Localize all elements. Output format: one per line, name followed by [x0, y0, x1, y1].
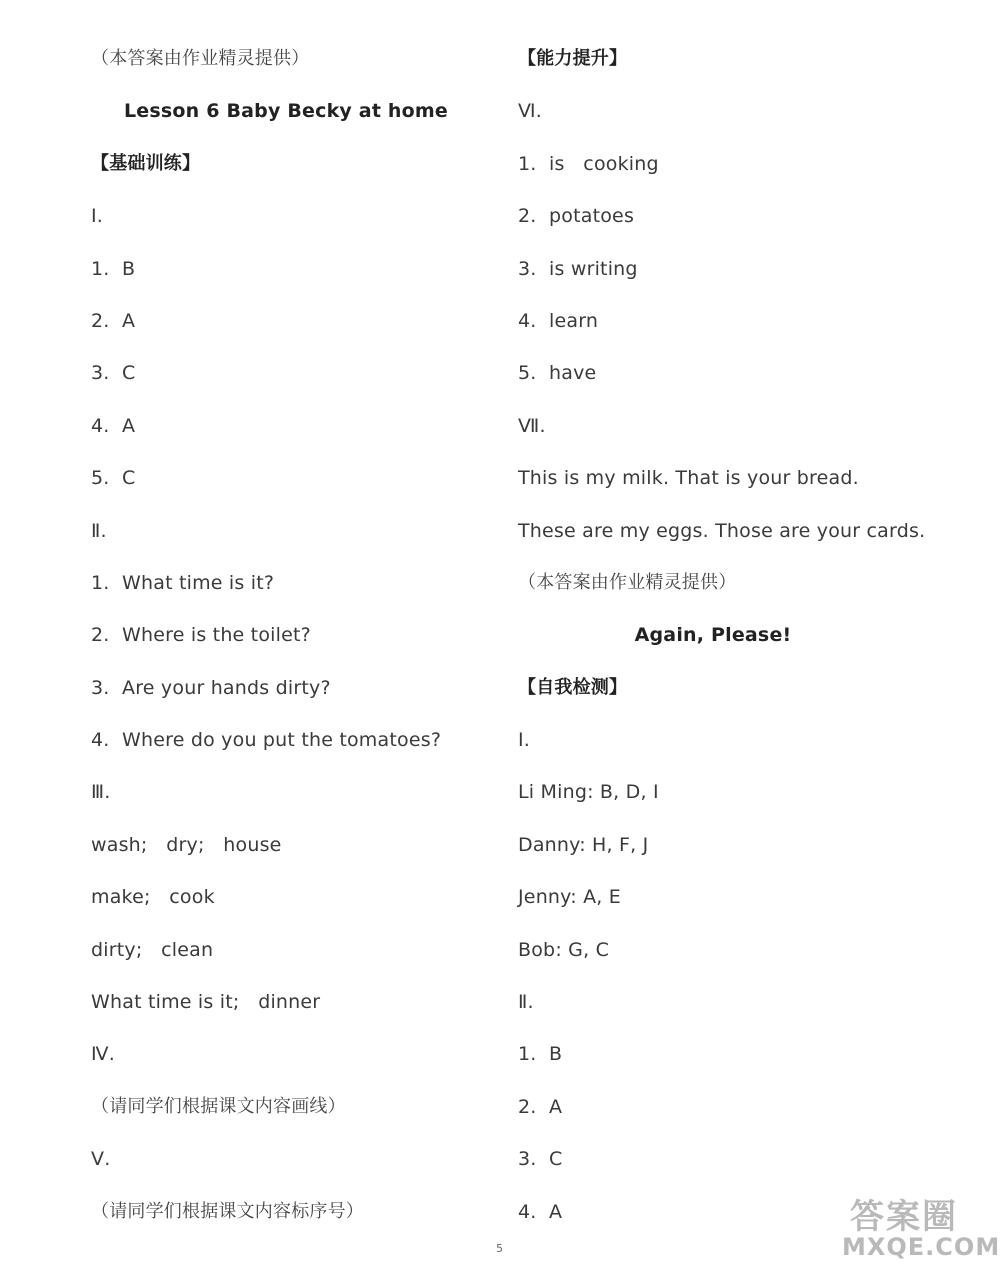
answer-line: 3. C	[91, 362, 136, 385]
answer-line: 1. B	[518, 1043, 563, 1066]
answer-line: 3. is writing	[518, 257, 638, 280]
part-label: Ⅰ.	[91, 205, 104, 228]
answer-line: 4. A	[518, 1200, 563, 1223]
instruction-note: （请同学们根据课文内容画线）	[91, 1095, 346, 1117]
answer-line: 5. have	[518, 362, 597, 385]
part-label: Ⅱ.	[518, 991, 534, 1014]
answer-line: wash; dry; house	[91, 833, 282, 856]
answer-line: Jenny: A, E	[518, 886, 621, 909]
answer-source-note: （本答案由作业精灵提供）	[91, 48, 310, 69]
answer-line: Danny: H, F, J	[518, 833, 649, 856]
answer-line: 2. A	[91, 309, 136, 332]
section-heading-basic-training: 【基础训练】	[91, 152, 201, 174]
right-column	[518, 36, 958, 1241]
answer-line: 1. B	[91, 257, 136, 280]
lesson-title: Lesson 6 Baby Becky at home	[124, 100, 448, 123]
section-heading-ability: 【能力提升】	[518, 48, 628, 69]
section-heading-self-check: 【自我检测】	[518, 676, 628, 698]
part-label: Ⅵ.	[518, 100, 542, 123]
answer-line: 4. learn	[518, 309, 599, 332]
answer-line: Li Ming: B, D, I	[518, 781, 659, 804]
answer-line: This is my milk. That is your bread.	[518, 467, 859, 490]
part-label: Ⅴ.	[91, 1148, 111, 1171]
answer-line: 4. Where do you put the tomatoes?	[91, 729, 442, 752]
answer-line: 4. A	[91, 414, 136, 437]
part-label: Ⅶ.	[518, 414, 546, 437]
part-label: Ⅱ.	[91, 519, 107, 542]
page-number: 5	[496, 1242, 503, 1255]
answer-line: Bob: G, C	[518, 938, 610, 961]
part-label: Ⅳ.	[91, 1043, 115, 1066]
answer-line: What time is it; dinner	[91, 991, 321, 1014]
watermark-logo	[842, 1189, 1000, 1264]
answer-line: make; cook	[91, 886, 215, 909]
answer-line: These are my eggs. Those are your cards.	[518, 519, 926, 542]
answer-line: 1. is cooking	[518, 152, 659, 175]
answer-line: 3. Are your hands dirty?	[91, 676, 331, 699]
answer-line: 2. Where is the toilet?	[91, 624, 311, 647]
answer-line: 2. A	[518, 1095, 563, 1118]
watermark-text-bottom: MXQE.COM	[842, 1233, 1000, 1261]
answer-line: 2. potatoes	[518, 205, 635, 228]
part-label: Ⅲ.	[91, 781, 111, 804]
watermark-text-top: 答案圈	[850, 1197, 958, 1237]
answer-line: dirty; clean	[91, 938, 214, 961]
instruction-note: （请同学们根据课文内容标序号）	[91, 1200, 364, 1222]
part-label: Ⅰ.	[518, 729, 531, 752]
answer-line: 5. C	[91, 467, 136, 490]
unit-title: Again, Please!	[634, 624, 792, 647]
answer-source-note: （本答案由作业精灵提供）	[518, 571, 737, 593]
answer-line: 3. C	[518, 1148, 563, 1171]
left-column	[91, 36, 491, 1241]
answer-line: 1. What time is it?	[91, 571, 275, 594]
